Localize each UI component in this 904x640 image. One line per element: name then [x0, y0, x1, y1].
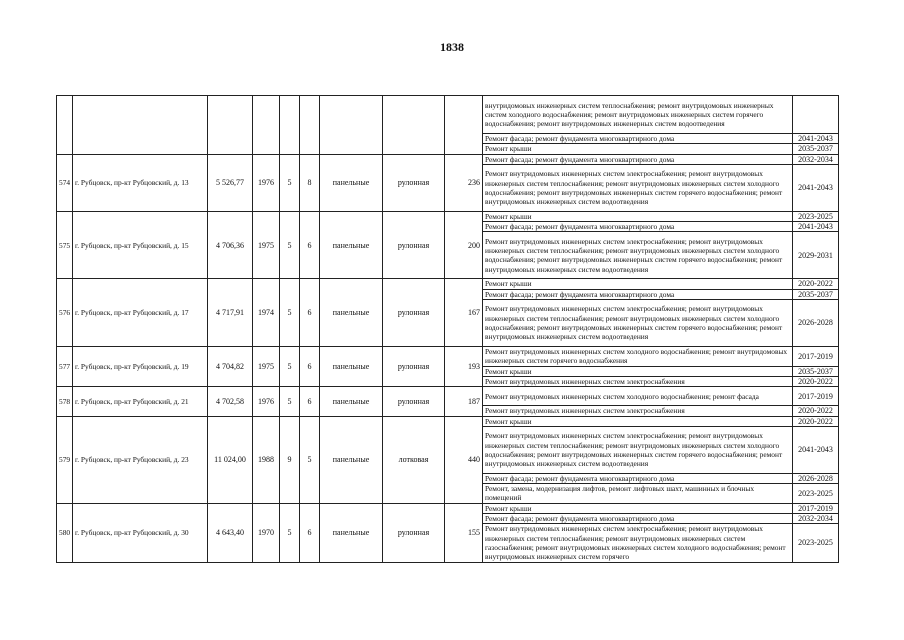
- work-description: Ремонт внутридомовых инженерных систем электроснабжения; ремонт внутридомовых инженерных систем теплоснабжения; ремонт внутридомовых инженерных систем холодного водоснабжения; ремонт внутридомовых инженерных систем горячего водоснабжения; ремонт внутридомовых инженерных систем водоотведения: [483, 300, 793, 347]
- empty-cell: [208, 96, 253, 155]
- work-period: 2041-2043: [793, 426, 839, 473]
- table-row: [57, 211, 839, 221]
- empty-cell: [383, 96, 445, 155]
- work-description: Ремонт внутридомовых инженерных систем электроснабжения: [483, 406, 793, 416]
- wall-material: панельные: [320, 387, 383, 416]
- row-number: 578: [57, 387, 73, 416]
- entrances-count: 6: [300, 387, 320, 416]
- work-period: 2026-2028: [793, 473, 839, 483]
- building-address: г. Рубцовск, пр-кт Рубцовский, д. 19: [73, 347, 208, 387]
- empty-cell: [57, 96, 73, 155]
- work-period: 2041-2043: [793, 134, 839, 144]
- entrances-count: 6: [300, 211, 320, 279]
- empty-cell: [73, 96, 208, 155]
- wall-material: панельные: [320, 211, 383, 279]
- construction-year: 1975: [253, 347, 280, 387]
- building-address: г. Рубцовск, пр-кт Рубцовский, д. 21: [73, 387, 208, 416]
- work-description: Ремонт внутридомовых инженерных систем электроснабжения; ремонт внутридомовых инженерных систем теплоснабжения; ремонт внутридомовых инженерных систем газоснабжения; ремонт внутридомовых инженерных систем холодного водоснабжения; ремонт внутридомовых инженерных систем горячего: [483, 524, 793, 562]
- empty-cell: [300, 96, 320, 155]
- work-period: 2020-2022: [793, 406, 839, 416]
- work-period: 2026-2028: [793, 300, 839, 347]
- work-period: 2041-2043: [793, 222, 839, 232]
- row-number: 576: [57, 279, 73, 347]
- building-area: 4 717,91: [208, 279, 253, 347]
- building-area: 11 024,00: [208, 416, 253, 503]
- wall-material: панельные: [320, 154, 383, 211]
- work-description: Ремонт крыши: [483, 279, 793, 289]
- work-period: 2017-2019: [793, 387, 839, 406]
- roof-type: рулонная: [383, 347, 445, 387]
- roof-type: рулонная: [383, 279, 445, 347]
- entrances-count: 5: [300, 416, 320, 503]
- table-body: [57, 96, 839, 563]
- work-period: 2023-2025: [793, 484, 839, 504]
- work-period: 2020-2022: [793, 279, 839, 289]
- construction-year: 1975: [253, 211, 280, 279]
- table-row: [57, 154, 839, 164]
- building-address: г. Рубцовск, пр-кт Рубцовский, д. 23: [73, 416, 208, 503]
- wall-material: панельные: [320, 503, 383, 562]
- building-address: г. Рубцовск, пр-кт Рубцовский, д. 17: [73, 279, 208, 347]
- roof-type: рулонная: [383, 154, 445, 211]
- floors-count: 5: [280, 279, 300, 347]
- building-area: 4 706,36: [208, 211, 253, 279]
- roof-type: рулонная: [383, 211, 445, 279]
- table-row: [57, 96, 839, 134]
- work-description: Ремонт фасада; ремонт фундамента многоквартирного дома: [483, 289, 793, 299]
- roof-type: рулонная: [383, 503, 445, 562]
- building-address: г. Рубцовск, пр-кт Рубцовский, д. 30: [73, 503, 208, 562]
- building-address: г. Рубцовск, пр-кт Рубцовский, д. 15: [73, 211, 208, 279]
- roof-type: лотковая: [383, 416, 445, 503]
- work-period: 2023-2025: [793, 524, 839, 562]
- work-description: Ремонт крыши: [483, 366, 793, 376]
- page-number: 1838: [440, 40, 464, 54]
- work-description: внутридомовых инженерных систем теплоснабжения; ремонт внутридомовых инженерных систем холодного водоснабжения; ремонт внутридомовых инженерных систем горячего водоснабжения; ремонт внутридомовых инженерных систем водоотведения: [483, 96, 793, 134]
- work-description: Ремонт крыши: [483, 144, 793, 154]
- work-period: 2035-2037: [793, 144, 839, 154]
- row-number: 574: [57, 154, 73, 211]
- work-period: 2032-2034: [793, 154, 839, 164]
- roof-type: рулонная: [383, 387, 445, 416]
- residents-count: 187: [445, 387, 483, 416]
- table-row: [57, 347, 839, 367]
- entrances-count: 6: [300, 503, 320, 562]
- work-description: Ремонт крыши: [483, 211, 793, 221]
- wall-material: панельные: [320, 279, 383, 347]
- residents-count: 155: [445, 503, 483, 562]
- construction-year: 1988: [253, 416, 280, 503]
- work-period: 2020-2022: [793, 416, 839, 426]
- floors-count: 5: [280, 347, 300, 387]
- empty-cell: [320, 96, 383, 155]
- construction-year: 1974: [253, 279, 280, 347]
- building-area: 4 704,82: [208, 347, 253, 387]
- residents-count: 200: [445, 211, 483, 279]
- work-description: Ремонт внутридомовых инженерных систем холодного водоснабжения; ремонт фасада: [483, 387, 793, 406]
- work-period: 2029-2031: [793, 232, 839, 279]
- residents-count: 236: [445, 154, 483, 211]
- floors-count: 5: [280, 387, 300, 416]
- work-period: 2041-2043: [793, 164, 839, 211]
- table-row: [57, 416, 839, 426]
- residents-count: 167: [445, 279, 483, 347]
- floors-count: 9: [280, 416, 300, 503]
- row-number: 577: [57, 347, 73, 387]
- work-period: 2023-2025: [793, 211, 839, 221]
- empty-cell: [253, 96, 280, 155]
- row-number: 580: [57, 503, 73, 562]
- row-number: 579: [57, 416, 73, 503]
- building-address: г. Рубцовск, пр-кт Рубцовский, д. 13: [73, 154, 208, 211]
- housing-repair-table: [56, 95, 839, 563]
- row-number: 575: [57, 211, 73, 279]
- work-description: Ремонт фасада; ремонт фундамента многоквартирного дома: [483, 473, 793, 483]
- work-description: Ремонт, замена, модернизация лифтов, ремонт лифтовых шахт, машинных и блочных помещений: [483, 484, 793, 504]
- table-row: [57, 387, 839, 406]
- work-description: Ремонт крыши: [483, 416, 793, 426]
- work-description: Ремонт фасада; ремонт фундамента многоквартирного дома: [483, 222, 793, 232]
- entrances-count: 6: [300, 347, 320, 387]
- entrances-count: 6: [300, 279, 320, 347]
- construction-year: 1976: [253, 154, 280, 211]
- work-description: Ремонт фасада; ремонт фундамента многоквартирного дома: [483, 134, 793, 144]
- building-area: 4 643,40: [208, 503, 253, 562]
- empty-cell: [445, 96, 483, 155]
- building-area: 5 526,77: [208, 154, 253, 211]
- work-description: Ремонт внутридомовых инженерных систем электроснабжения; ремонт внутридомовых инженерных систем теплоснабжения; ремонт внутридомовых инженерных систем холодного водоснабжения; ремонт внутридомовых инженерных систем горячего водоснабжения; ремонт внутридомовых инженерных систем водоотведения: [483, 426, 793, 473]
- work-description: Ремонт крыши: [483, 503, 793, 513]
- floors-count: 5: [280, 211, 300, 279]
- work-period: [793, 96, 839, 134]
- work-description: Ремонт внутридомовых инженерных систем холодного водоснабжения; ремонт внутридомовых инженерных систем горячего водоснабжения: [483, 347, 793, 367]
- building-area: 4 702,58: [208, 387, 253, 416]
- work-description: Ремонт внутридомовых инженерных систем электроснабжения; ремонт внутридомовых инженерных систем теплоснабжения; ремонт внутридомовых инженерных систем холодного водоснабжения; ремонт внутридомовых инженерных систем горячего водоснабжения; ремонт внутридомовых инженерных систем водоотведения: [483, 164, 793, 211]
- wall-material: панельные: [320, 416, 383, 503]
- entrances-count: 8: [300, 154, 320, 211]
- floors-count: 5: [280, 503, 300, 562]
- work-period: 2032-2034: [793, 514, 839, 524]
- work-description: Ремонт фасада; ремонт фундамента многоквартирного дома: [483, 154, 793, 164]
- work-description: Ремонт внутридомовых инженерных систем электроснабжения: [483, 376, 793, 386]
- construction-year: 1976: [253, 387, 280, 416]
- residents-count: 440: [445, 416, 483, 503]
- work-description: Ремонт внутридомовых инженерных систем электроснабжения; ремонт внутридомовых инженерных систем теплоснабжения; ремонт внутридомовых инженерных систем холодного водоснабжения; ремонт внутридомовых инженерных систем горячего водоснабжения; ремонт внутридомовых инженерных систем водоотведения: [483, 232, 793, 279]
- work-period: 2020-2022: [793, 376, 839, 386]
- empty-cell: [280, 96, 300, 155]
- floors-count: 5: [280, 154, 300, 211]
- work-description: Ремонт фасада; ремонт фундамента многоквартирного дома: [483, 514, 793, 524]
- work-period: 2017-2019: [793, 347, 839, 367]
- residents-count: 193: [445, 347, 483, 387]
- work-period: 2017-2019: [793, 503, 839, 513]
- table-row: [57, 279, 839, 289]
- construction-year: 1970: [253, 503, 280, 562]
- table-row: [57, 503, 839, 513]
- work-period: 2035-2037: [793, 289, 839, 299]
- wall-material: панельные: [320, 347, 383, 387]
- work-period: 2035-2037: [793, 366, 839, 376]
